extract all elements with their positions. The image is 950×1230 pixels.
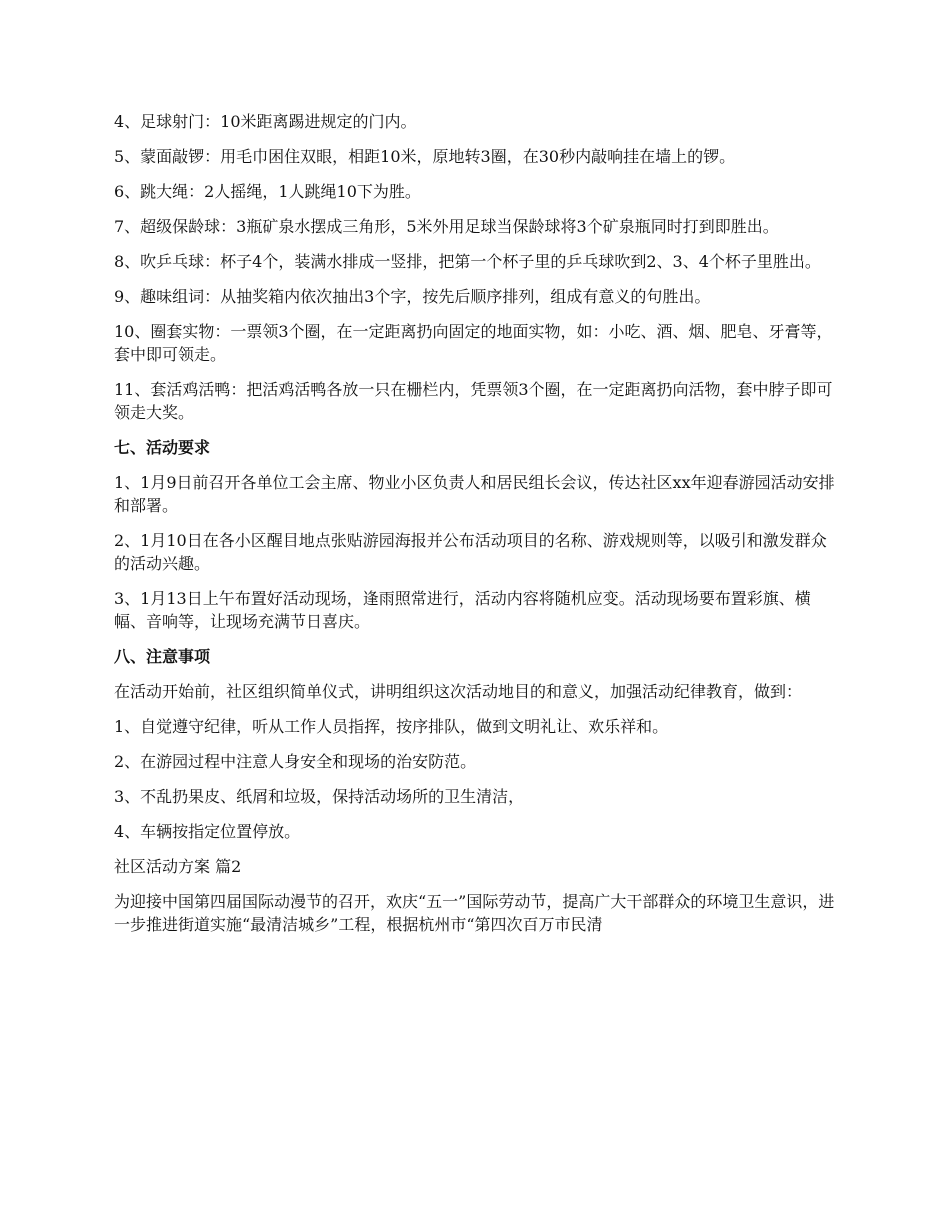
article-intro: 为迎接中国第四届国际动漫节的召开，欢庆“五一”国际劳动节，提高广大干部群众的环境卫生意识，进一步推进街道实施“最清洁城乡”工程，根据杭州市“第四次百万市民清 (114, 892, 835, 934)
list-item: 3、不乱扔果皮、纸屑和垃圾，保持活动场所的卫生清洁， (114, 787, 525, 806)
section-intro: 在活动开始前，社区组织简单仪式，讲明组织这次活动地目的和意义，加强活动纪律教育，做到： (114, 682, 803, 701)
list-item: 2、在游园过程中注意人身安全和现场的治安防范。 (114, 752, 477, 771)
article-title: 社区活动方案 篇2 (114, 857, 242, 876)
list-item: 4、车辆按指定位置停放。 (114, 822, 301, 841)
section-heading-8: 八、注意事项 (114, 647, 211, 666)
list-item: 9、趣味组词：从抽奖箱内依次抽出3个字，按先后顺序排列，组成有意义的句胜出。 (114, 287, 711, 306)
list-item: 6、跳大绳：2人摇绳，1人跳绳10下为胜。 (114, 182, 421, 201)
list-item: 10、圈套实物：一票领3个圈，在一定距离扔向固定的地面实物，如：小吃、酒、烟、肥皂、牙膏等，套中即可领走。 (114, 322, 833, 364)
list-item: 7、超级保龄球：3瓶矿泉水摆成三角形，5米外用足球当保龄球将3个矿泉瓶同时打到即胜出。 (114, 217, 779, 236)
list-item: 3、1月13日上午布置好活动现场，逢雨照常进行，活动内容将随机应变。活动现场要布置彩旗、横幅、音响等，让现场充满节日喜庆。 (114, 589, 811, 631)
list-item: 8、吹乒乓球：杯子4个，装满水排成一竖排，把第一个杯子里的乒乓球吹到2、3、4个杯子里胜出。 (114, 252, 821, 271)
section-heading-7: 七、活动要求 (114, 438, 211, 457)
list-item: 1、1月9日前召开各单位工会主席、物业小区负责人和居民组长会议，传达社区xx年迎春游园活动安排和部署。 (114, 473, 835, 515)
list-item: 4、足球射门：10米距离踢进规定的门内。 (114, 112, 417, 131)
document-page (114, 110, 842, 948)
list-item: 1、自觉遵守纪律，听从工作人员指挥，按序排队，做到文明礼让、欢乐祥和。 (114, 717, 669, 736)
list-item: 5、蒙面敲锣：用毛巾困住双眼，相距10米，原地转3圈，在30秒内敲响挂在墙上的锣。 (114, 147, 736, 166)
list-item: 11、套活鸡活鸭：把活鸡活鸭各放一只在栅栏内，凭票领3个圈，在一定距离扔向活物，套中脖子即可领走大奖。 (114, 380, 833, 422)
list-item: 2、1月10日在各小区醒目地点张贴游园海报并公布活动项目的名称、游戏规则等，以吸引和激发群众的活动兴趣。 (114, 531, 827, 573)
